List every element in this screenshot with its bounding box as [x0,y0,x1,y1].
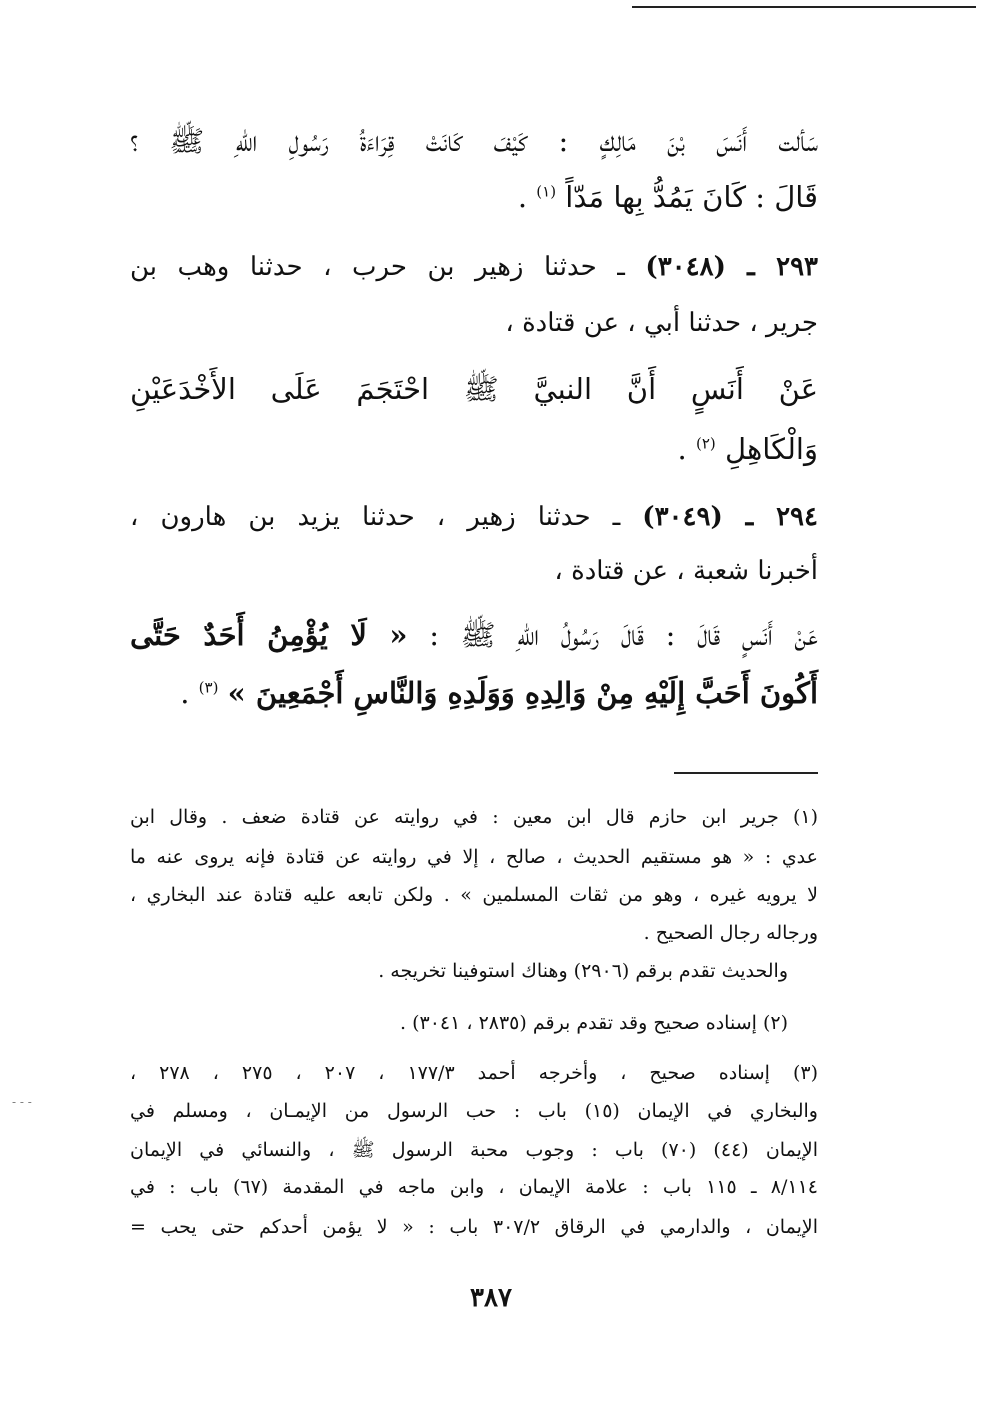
footnote-3-line-5: الإيمان ، والدارمي في الرقاق ٣٠٧/٢ باب : « لا يؤمن أحدكم حتى يحب = [130,1216,818,1238]
footnote-ref-3: (٣) [198,678,219,697]
footnote-3-line-3: الإيمان (٤٤) (٧٠) باب : وجوب محبة الرسول ﷺ ، والنسائي في الإيمان [130,1139,818,1161]
hadith-293-matn-line-1: عَنْ أَنَسٍ أَنَّ النبيَّ ﷺ احْتَجَمَ عَلَى الأَخْدَعَيْنِ [130,372,818,406]
hadith-294-matn-bold-1: « لَا يُؤْمِنُ أَحَدٌ حَتَّى [130,618,408,652]
footnote-1-line-2: عدي : « هو مستقيم الحديث ، صالح ، إلا في روايته عن قتادة فإنه يروى عنه ما [130,846,818,868]
footnote-1-line-4: ورجاله رجال الصحيح . [643,922,818,944]
footnote-ref-1: (١) [536,182,557,201]
hadith-293-isnad-line-2: جرير ، حدثنا أبي ، عن قتادة ، [505,308,818,338]
hadith-293-matn-text-2: وَالْكَاهِلِ [724,432,818,466]
hadith-292-end-mark: . [517,180,528,214]
hadith-294-number: ٢٩٤ ـ (٣٠٤٩) [642,502,818,532]
hadith-294-matn-plain: عَنْ أَنَسٍ قَالَ : قَالَ رَسُولُ اللهِ ﷺ : [429,618,818,652]
footnote-2: (٢) إسناده صحيح وقد تقدم برقم (٢٨٣٥ ، ٣٠٤١) . [400,1012,788,1034]
margin-scan-mark: - - - [12,1095,32,1109]
hadith-294-matn-bold-2: أَكُونَ أَحَبَّ إِلَيْهِ مِنْ وَالِدِهِ وَوَلَدِهِ وَالنَّاسِ أَجْمَعِينَ » [227,676,818,710]
footnote-separator [674,772,818,774]
hadith-294-isnad-line-2: أخبرنا شعبة ، عن قتادة ، [554,556,818,586]
hadith-293-matn-line-2 [678,432,818,466]
hadith-293-isnad-text-1: ـ حدثنا زهير بن حرب ، حدثنا وهب بن [130,252,625,282]
hadith-293-isnad-line-1 [130,252,818,282]
hadith-294-end-mark: . [180,676,190,710]
top-rule [632,6,976,8]
hadith-293-end-mark: . [677,432,687,466]
hadith-294-isnad-text-1: ـ حدثنا زهير ، حدثنا يزيد بن هارون ، [130,502,621,532]
footnote-3-line-4: ٨/١١٤ ـ ١١٥ باب : علامة الإيمان ، وابن ماجه في المقدمة (٦٧) باب : في [130,1176,818,1198]
footnote-ref-2: (٢) [695,434,716,453]
hadith-294-matn-line-1 [130,618,818,660]
footnote-1-line-3: لا يرويه غيره ، وهو من ثقات المسلمين » . ولكن تابعه عليه قتادة عند البخاري ، [130,884,818,906]
hadith-293-number: ٢٩٣ ـ (٣٠٤٨) [645,252,819,282]
footnote-3-line-1: (٣) إسناده صحيح ، وأخرجه أحمد ١٧٧/٣ ، ٢٠٧ ، ٢٧٥ ، ٢٧٨ ، [130,1062,818,1084]
footnote-1-line-5: والحديث تقدم برقم (٢٩٠٦) وهناك استوفينا تخريجه . [378,960,788,982]
hadith-292-text-end: قَالَ : كَانَ يَمُدُّ بِها مَدّاً [565,180,818,214]
footnote-3-line-2: والبخاري في الإيمان (١٥) باب : حب الرسول من الإيمـان ، ومسلم في [130,1100,818,1122]
page-number: ٣٨٧ [470,1283,512,1313]
footnote-1-line-1: (١) جرير ابن حازم قال ابن معين : في روايته عن قتادة ضعف . وقال ابن [130,806,818,828]
hadith-292-line-1: سَألت أَنَسَ بْنَ مَالِكٍ : كَيْفَ كَانَتْ قِرَاءَةُ رَسُولِ اللهِ ﷺ ؟ [130,124,818,158]
hadith-292-line-2 [518,180,818,214]
hadith-294-isnad-line-1 [130,502,818,532]
hadith-294-matn-line-2 [180,676,818,710]
